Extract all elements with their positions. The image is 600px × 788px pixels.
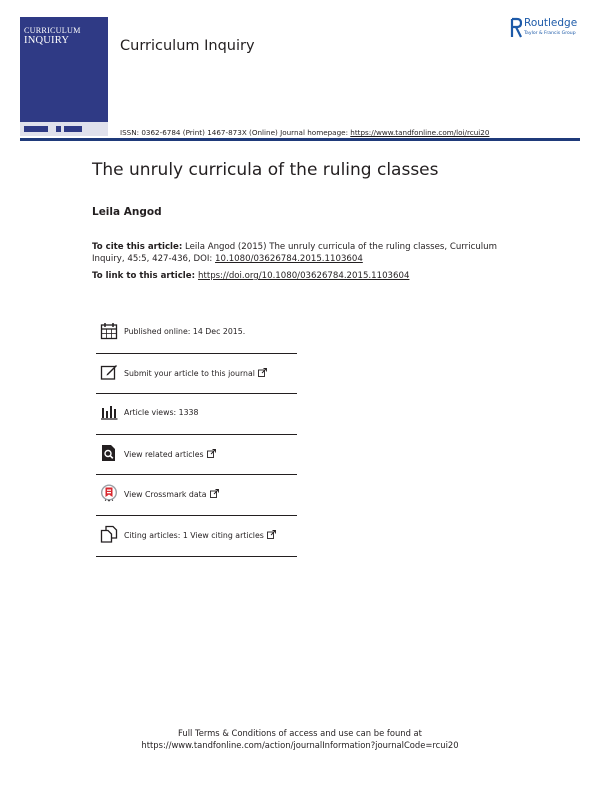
related-search-icon bbox=[100, 444, 118, 462]
external-link-icon bbox=[210, 489, 219, 498]
routledge-logo-icon bbox=[510, 17, 522, 39]
submit-article-link[interactable] bbox=[124, 368, 267, 378]
edit-icon bbox=[100, 363, 118, 381]
cover-logo bbox=[24, 27, 82, 47]
journal-homepage-link[interactable]: https://www.tandfonline.com/loi/rcui20 bbox=[350, 128, 490, 137]
crossmark-icon bbox=[100, 484, 118, 502]
crossmark-link[interactable] bbox=[124, 489, 219, 499]
citing-articles-label: Citing articles: 1 View citing articles bbox=[124, 530, 264, 540]
bar-chart-icon bbox=[100, 403, 118, 421]
crossmark-row[interactable] bbox=[96, 475, 297, 516]
issn-line bbox=[120, 128, 489, 137]
publisher-name: Routledge bbox=[524, 17, 578, 29]
header-divider bbox=[20, 138, 580, 141]
link-label: To link to this article: bbox=[92, 271, 199, 281]
published-row bbox=[96, 313, 297, 354]
terms-url-link[interactable]: https://www.tandfonline.com/action/journalInformation?journalCode=rcui20 bbox=[141, 739, 459, 750]
article-views-label: Article views: 1338 bbox=[124, 408, 199, 418]
issn-text: ISSN: 0362-6784 (Print) 1467-873X (Online) Journal homepage: bbox=[120, 128, 351, 137]
article-link-line bbox=[92, 271, 409, 281]
calendar-icon bbox=[100, 322, 118, 340]
crossmark-label: View Crossmark data bbox=[124, 490, 207, 500]
citing-articles-icon bbox=[100, 525, 118, 543]
citing-articles-link[interactable] bbox=[124, 530, 276, 540]
cover-publisher-strip bbox=[20, 122, 108, 136]
cover-logo-line2: INQUIRY bbox=[24, 35, 70, 47]
published-label: Published online: 14 Dec 2015. bbox=[124, 327, 246, 336]
doi-link[interactable]: 10.1080/03626784.2015.1103604 bbox=[215, 254, 363, 264]
submit-article-label: Submit your article to this journal bbox=[124, 368, 255, 378]
article-url-link[interactable]: https://doi.org/10.1080/03626784.2015.1103604 bbox=[198, 271, 410, 281]
journal-cover bbox=[20, 17, 108, 136]
citation-block bbox=[92, 241, 512, 265]
article-title: The unruly curricula of the ruling classes bbox=[92, 160, 439, 180]
cite-label: To cite this article: bbox=[92, 242, 183, 252]
related-articles-label: View related articles bbox=[124, 449, 204, 459]
related-articles-link[interactable] bbox=[124, 449, 216, 459]
related-articles-row[interactable] bbox=[96, 435, 297, 476]
external-link-icon bbox=[258, 368, 267, 377]
external-link-icon bbox=[207, 449, 216, 458]
submit-article-row[interactable] bbox=[96, 354, 297, 395]
publisher-tagline: Taylor & Francis Group bbox=[524, 31, 576, 36]
journal-title[interactable]: Curriculum Inquiry bbox=[120, 38, 255, 54]
citing-articles-row[interactable] bbox=[96, 516, 297, 557]
article-info-list bbox=[96, 313, 297, 557]
author-name: Leila Angod bbox=[92, 206, 162, 218]
terms-footer bbox=[0, 728, 600, 751]
cover-logo-line1: CURRICULUM bbox=[24, 26, 81, 35]
terms-text: Full Terms & Conditions of access and use can be found at bbox=[178, 728, 422, 738]
article-views-row bbox=[96, 394, 297, 435]
publisher-logo bbox=[510, 17, 590, 41]
external-link-icon bbox=[267, 530, 276, 539]
cite-text: Leila Angod (2015) The unruly curricula of the ruling classes, Curriculum Inquiry, 45:5, 427-436, DOI: bbox=[92, 242, 497, 264]
